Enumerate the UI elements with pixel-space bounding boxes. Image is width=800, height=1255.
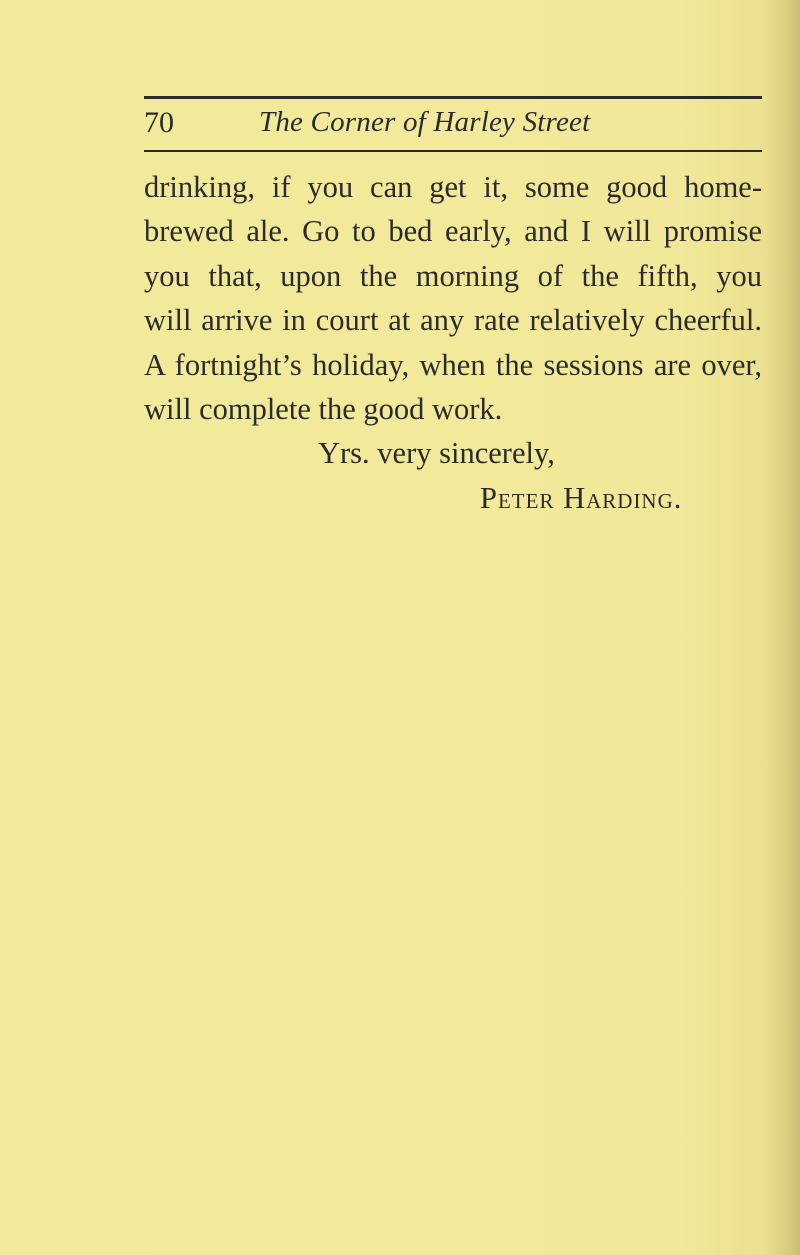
letter-body bbox=[144, 165, 762, 520]
letter-closing: Yrs. very sincerely, bbox=[318, 436, 555, 471]
letter-signature: Peter Harding. bbox=[480, 480, 683, 515]
running-title: The Corner of Harley Street bbox=[259, 106, 591, 138]
page-number: 70 bbox=[144, 106, 174, 139]
text-line: you that, upon the morning of the fifth, you bbox=[144, 258, 762, 293]
text-line: brewed ale. Go to bed early, and I will promise bbox=[144, 214, 762, 249]
running-head bbox=[144, 104, 762, 146]
header-rule-bottom bbox=[144, 150, 762, 152]
page-edge-shadow bbox=[766, 0, 800, 1255]
text-line: drinking, if you can get it, some good home- bbox=[144, 170, 762, 204]
header-rule-top bbox=[144, 96, 762, 99]
text-line: will arrive in court at any rate relatively cheerful. bbox=[144, 303, 762, 338]
text-line: will complete the good work. bbox=[144, 392, 503, 427]
text-line: A fortnight’s holiday, when the sessions are over, bbox=[144, 347, 762, 382]
